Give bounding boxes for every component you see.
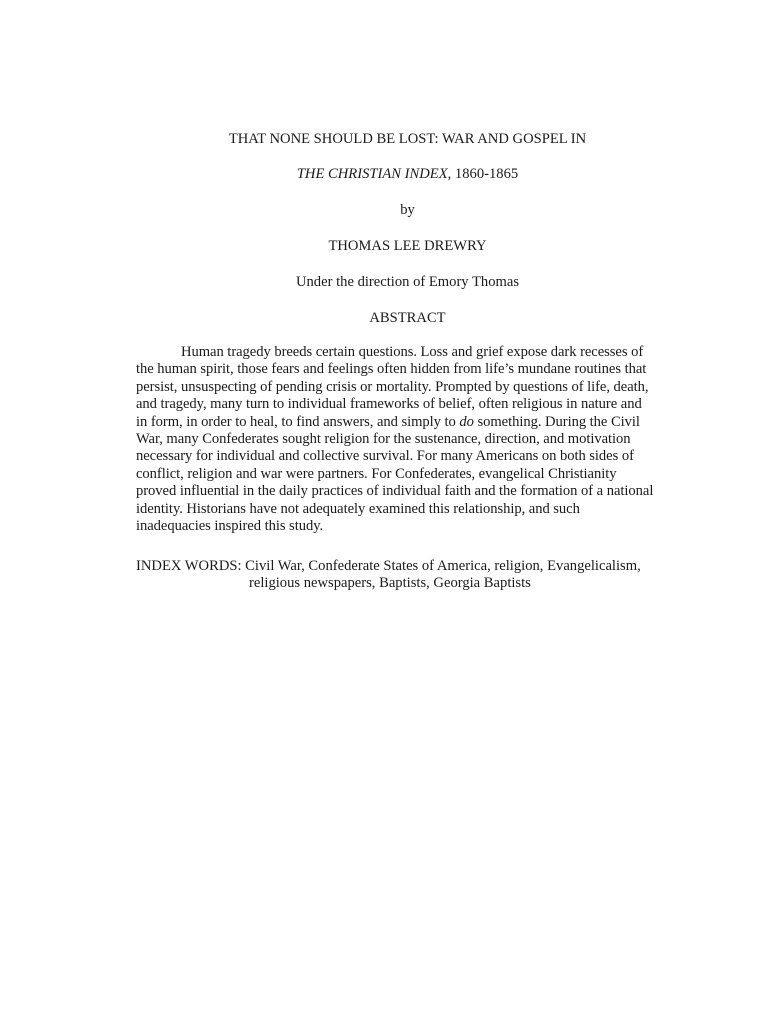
by-line: by (400, 202, 415, 218)
abstract-line: and tragedy, many turn to individual frameworks of belief, often religious in nature and (136, 396, 642, 413)
emphasis-do: do (459, 413, 474, 430)
abstract-line: proved influential in the daily practices of individual faith and the formation of a national (136, 483, 654, 500)
abstract-line (136, 414, 681, 431)
advisor-line: Under the direction of Emory Thomas (295, 274, 520, 290)
abstract-line: conflict, religion and war were partners. For Confederates, evangelical Christianity (136, 465, 617, 482)
abstract-heading: ABSTRACT (369, 310, 446, 326)
title-line-1: THAT NONE SHOULD BE LOST: WAR AND GOSPEL IN (228, 131, 587, 147)
abstract-line: identity. Historians have not adequately examined this relationship, and such (136, 500, 580, 517)
abstract-line: Human tragedy breeds certain questions. Loss and grief expose dark recesses of (181, 344, 644, 360)
abstract-line: inadequacies inspired this study. (136, 518, 324, 535)
author-name: THOMAS LEE DREWRY (328, 238, 487, 254)
index-words (136, 558, 696, 593)
title-line-2 (0, 165, 770, 183)
journal-name: THE CHRISTIAN INDEX (296, 166, 448, 182)
abstract-line: persist, unsuspecting of pending crisis or mortality. Prompted by questions of life, death, (136, 378, 649, 395)
index-words-line-2: religious newspapers, Baptists, Georgia Baptists (249, 575, 531, 592)
abstract-line: necessary for individual and collective survival. For many Americans on both sides of (136, 448, 634, 465)
date-range: , 1860-1865 (447, 166, 519, 182)
abstract-line-text: in form, in order to heal, to find answers, and simply to (136, 413, 460, 430)
abstract-line: the human spirit, those fears and feelings often hidden from life’s mundane routines that (136, 361, 647, 378)
abstract-line-text: something. During the Civil (473, 413, 640, 430)
index-words-line-1: INDEX WORDS: Civil War, Confederate States of America, religion, Evangelicalism, (136, 558, 641, 574)
abstract-body (136, 344, 681, 535)
abstract-line: War, many Confederates sought religion for the sustenance, direction, and motivation (136, 431, 631, 448)
